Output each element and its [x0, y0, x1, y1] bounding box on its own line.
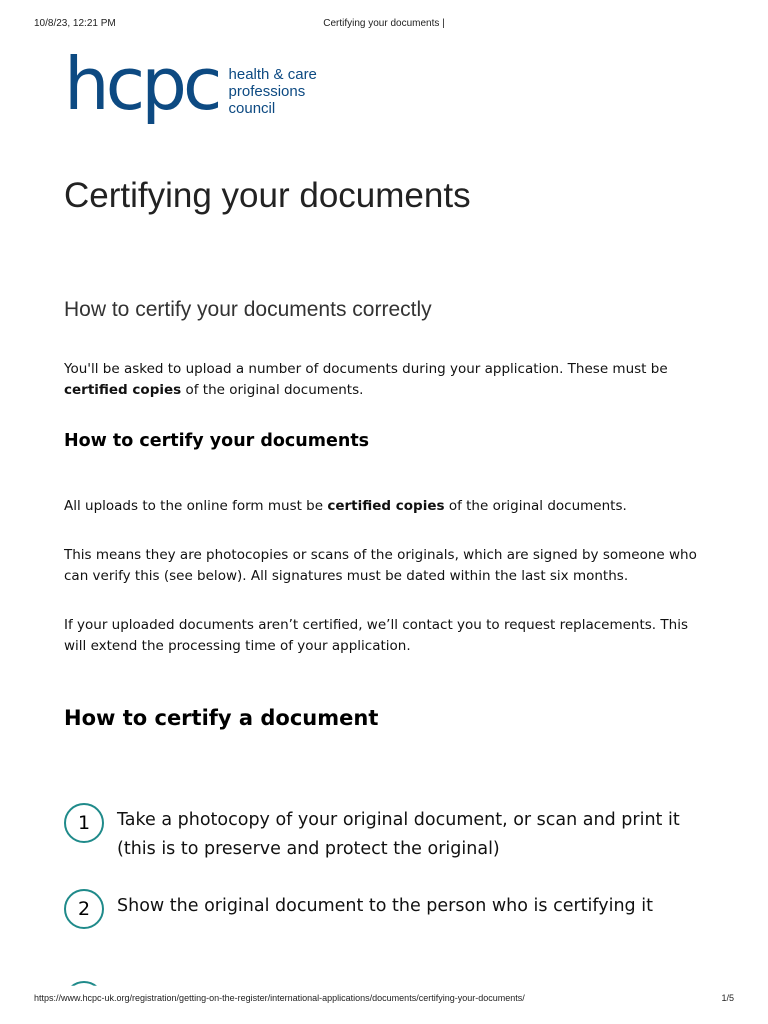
- section-heading-certify-documents: How to certify your documents: [64, 431, 370, 451]
- step-text: Take a photocopy of your original document, or scan and print it (this is to preserve and protect the original): [117, 810, 680, 859]
- logo-line-1: health & care: [228, 66, 317, 83]
- step-number-badge: 1: [64, 803, 104, 843]
- uploads-bold-text: certified copies: [327, 498, 445, 514]
- section-heading-certify-a-document: How to certify a document: [64, 706, 379, 730]
- print-datetime: 10/8/23, 12:21 PM: [34, 18, 116, 29]
- print-url[interactable]: https://www.hcpc-uk.org/registration/getting-on-the-register/international-applications/documents/certifying-your-documents/: [34, 993, 525, 1003]
- intro-text-before: You'll be asked to upload a number of documents during your application. These must be: [64, 361, 668, 377]
- print-page-title: Certifying your documents |: [323, 18, 445, 29]
- step-number-badge: 2: [64, 889, 104, 929]
- step-item: [64, 803, 724, 864]
- page-subtitle: How to certify your documents correctly: [64, 298, 432, 321]
- hcpc-logo[interactable]: [64, 42, 317, 128]
- step-item: [64, 889, 724, 929]
- print-header: [0, 18, 768, 32]
- print-footer: [0, 993, 768, 1007]
- intro-bold-text: certified copies: [64, 382, 182, 398]
- intro-text-after: of the original documents.: [181, 382, 364, 398]
- uploads-text-after: of the original documents.: [444, 498, 627, 514]
- paragraph-meaning: This means they are photocopies or scans of the originals, which are signed by someone who can verify this (see below). All signatures must be dated within the last six months.: [64, 547, 697, 584]
- paragraph-not-certified: If your uploaded documents aren’t certified, we’ll contact you to request replacements. This will extend the processing time of your application.: [64, 617, 688, 654]
- page-title: Certifying your documents: [64, 176, 471, 215]
- logo-mark: hcpc: [64, 42, 219, 126]
- logo-line-3: council: [228, 100, 276, 117]
- step-text: Show the original document to the person who is certifying it: [117, 896, 653, 916]
- uploads-text-before: All uploads to the online form must be: [64, 498, 328, 514]
- logo-wordmark: [229, 66, 317, 117]
- logo-line-2: professions: [228, 83, 306, 100]
- paragraph-uploads: [64, 496, 704, 517]
- print-page-number: 1/5: [721, 993, 734, 1003]
- intro-paragraph: [64, 359, 704, 401]
